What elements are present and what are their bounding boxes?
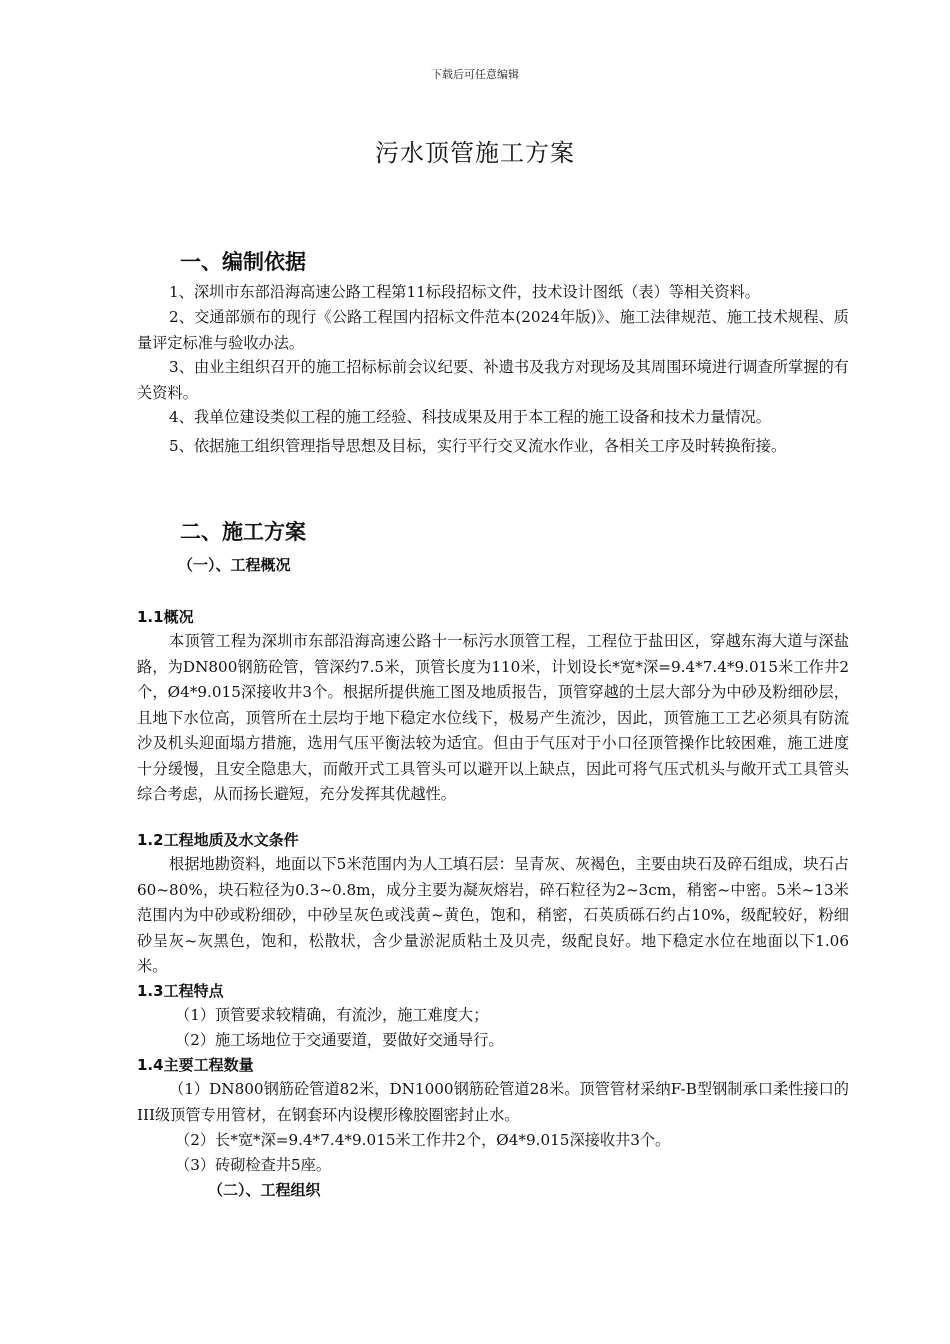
basis-paragraph-1: 1、深圳市东部沿海高速公路工程第11标段招标文件，技术设计图纸（表）等相关资料。 (169, 283, 760, 301)
basis-paragraph-2: 2、交通部颁布的现行《公路工程国内招标文件范本(2024年版)》、施工法律规范、施工技术规程、质量评定标准与验收办法。 (137, 308, 849, 352)
quantity-item-3: （3）砖砌检查井5座。 (175, 1156, 332, 1174)
heading-1-3: 1.3工程特点 (137, 982, 224, 1000)
heading-1-1: 1.1概况 (137, 608, 194, 626)
geology-paragraph: 根据地勘资料，地面以下5米范围内为人工填石层：呈青灰、灰褐色，主要由块石及碎石组成，块石占60~80%，块石粒径为0.3~0.8m，成分主要为凝灰熔岩，碎石粒径为2~3cm，稍密~中密。5米~13米范围内为中砂或粉细砂，中砂呈灰色或浅黄~黄色，饱和，稍密，石英质砾石约占10%，级配较好，粉细砂呈灰~灰黑色，饱和，松散状，含少量淤泥质粘土及贝壳，级配良好。地下稳定水位在地面以下1.06米。 (137, 855, 849, 975)
basis-paragraph-4: 4、我单位建设类似工程的施工经验、科技成果及用于本工程的施工设备和技术力量情况。 (169, 408, 771, 426)
header-note: 下载后可任意编辑 (431, 68, 519, 81)
section-heading-basis: 一、编制依据 (180, 250, 306, 274)
section-heading-plan: 二、施工方案 (180, 520, 306, 544)
overview-paragraph: 本顶管工程为深圳市东部沿海高速公路十一标污水顶管工程，工程位于盐田区，穿越东海大道与深盐路，为DN800钢筋砼管，管深约7.5米，顶管长度为110米，计划设长*宽*深=9.4*7.4*9.015米工作井2个，Ø4*9.015深接收井3个。根据所提供施工图及地质报告，顶管穿越的土层大部分为中砂及粉细砂层，且地下水位高，顶管所在土层均于地下稳定水位线下，极易产生流沙，因此，顶管施工工艺必须具有防流沙及机头迎面塌方措施，选用气压平衡法较为适宜。但由于气压对于小口径顶管操作比较困难，施工进度十分缓慢，且安全隐患大，而敞开式工具管头可以避开以上缺点，因此可将气压式机头与敞开式工具管头综合考虑，从而扬长避短，充分发挥其优越性。 (137, 632, 849, 803)
subsection-heading-overview: （一）、工程概况 (178, 556, 291, 574)
quantity-item-2: （2）长*宽*深=9.4*7.4*9.015米工作井2个，Ø4*9.015深接收井3个。 (175, 1131, 671, 1149)
feature-item-2: （2）施工场地位于交通要道，要做好交通导行。 (175, 1031, 504, 1049)
heading-1-4: 1.4主要工程数量 (137, 1056, 254, 1074)
heading-1-2: 1.2工程地质及水文条件 (137, 831, 299, 849)
feature-item-1: （1）顶管要求较精确，有流沙，施工难度大； (175, 1006, 489, 1024)
document-title: 污水顶管施工方案 (375, 139, 575, 167)
basis-paragraph-3: 3、由业主组织召开的施工招标标前会议纪要、补遗书及我方对现场及其周围环境进行调查所掌握的有关资料。 (137, 358, 849, 402)
subsection-heading-organization: （二）、工程组织 (208, 1181, 321, 1199)
quantity-item-1: （1）DN800钢筋砼管道82米，DN1000钢筋砼管道28米。顶管管材采纳F-B型钢制承口柔性接口的III级顶管专用管材，在钢套环内设楔形橡胶圈密封止水。 (137, 1080, 849, 1124)
basis-paragraph-5: 5、依据施工组织管理指导思想及目标，实行平行交叉流水作业，各相关工序及时转换衔接。 (169, 437, 787, 455)
